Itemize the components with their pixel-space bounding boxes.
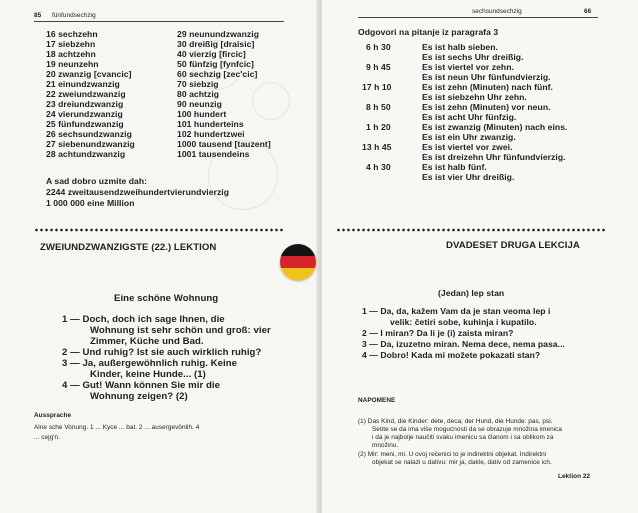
lesson-title: DVADESET DRUGA LEKCIJA: [446, 240, 580, 251]
number-line: 18 achtzehn: [46, 49, 96, 59]
answer-time: 9 h 45: [366, 62, 391, 72]
number-line: 102 hundertzwei: [177, 129, 245, 139]
answer-line: Es ist zehn (Minuten) vor neun.: [422, 102, 551, 112]
faded-clock-decoration: [252, 82, 290, 120]
number-line: 80 achtzig: [177, 89, 220, 99]
number-line: 20 zwanzig [cvancic]: [46, 69, 132, 79]
answer-line: Es ist halb sieben.: [422, 42, 498, 52]
answer-time: 13 h 45: [362, 142, 392, 152]
number-example: 2244 zweitausendzweihundertvierundvierzig: [46, 187, 230, 197]
number-line: 25 fünfundzwanzig: [46, 119, 124, 129]
number-line: 60 sechzig [zec'cic]: [177, 69, 258, 79]
dialog-line: 2 — I miran? Da li je (i) zaista miran?: [362, 328, 514, 338]
number-line: 70 siebzig: [177, 79, 219, 89]
page-footer: Lektion 22: [558, 473, 591, 480]
answer-line: Es ist zehn (Minuten) nach fünf.: [422, 82, 553, 92]
answer-line: Es ist vier Uhr dreißig.: [422, 172, 515, 182]
right-header-rule: [358, 17, 598, 18]
answer-time: 17 h 10: [362, 82, 392, 92]
dialog-line: 3 — Ja, außergewöhnlich ruhig. Keine: [62, 358, 238, 369]
answer-line: Es ist sechs Uhr dreißig.: [422, 52, 524, 62]
dialog-line: Zimmer, Küche und Bad.: [90, 336, 204, 347]
pronunciation-line: ... cejg'n.: [34, 434, 60, 441]
number-line: 50 fünfzig [fynfcic]: [177, 59, 254, 69]
number-line: 29 neunundzwanzig: [177, 29, 260, 39]
number-line: 23 dreiundzwanzig: [46, 99, 124, 109]
dialog-line: 4 — Gut! Wann können Sie mir die: [62, 380, 220, 391]
number-line: 17 siebzehn: [46, 39, 96, 49]
lesson-title: ZWEIUNDZWANZIGSTE (22.) LEKTION: [40, 242, 217, 253]
answer-line: Es ist viertel vor zwei.: [422, 142, 513, 152]
number-line: 28 achtundzwanzig: [46, 149, 126, 159]
number-line: 27 siebenundzwanzig: [46, 139, 135, 149]
dialog-title: (Jedan) lep stan: [438, 288, 505, 298]
number-line: 19 neunzehn: [46, 59, 99, 69]
note-line: množinu.: [372, 442, 399, 449]
right-page-number: 66: [584, 8, 592, 15]
german-flag-icon: [280, 244, 316, 280]
pronunciation-line: Alne sche Vonung. 1 ... Kyce ... bat. 2 ... ausergevönlih. 4: [34, 424, 200, 431]
number-line: 30 dreißig [draisic]: [177, 39, 255, 49]
dotted-separator: [336, 228, 606, 232]
dialog-line: 3 — Da, izuzetno miran. Nema dece, nema pasa...: [362, 339, 565, 349]
note-line: (1) Das Kind, die Kinder: dete, deca; der Hund, die Hunde: pas, psi.: [358, 418, 553, 425]
dialog-line: Wohnung ist sehr schön und groß: vier: [90, 325, 271, 336]
dialog-line: velik: četiri sobe, kuhinja i kupatilo.: [390, 317, 537, 327]
breath-note: A sad dobro uzmite dah:: [46, 176, 148, 186]
number-line: 101 hunderteins: [177, 119, 244, 129]
number-line: 22 zweiundzwanzig: [46, 89, 126, 99]
dialog-line: Kinder, keine Hunde... (1): [90, 369, 206, 380]
answer-line: Es ist siebzehn Uhr zehn.: [422, 92, 527, 102]
number-line: 26 sechsundzwanzig: [46, 129, 132, 139]
number-line: 21 einundzwanzig: [46, 79, 120, 89]
right-page-running-title: sechsundsechzig: [472, 8, 522, 15]
dialog-title: Eine schöne Wohnung: [114, 293, 219, 304]
number-line: 16 sechzehn: [46, 29, 98, 39]
notes-label: NAPOMENE: [358, 397, 396, 404]
left-page: [0, 0, 318, 513]
dialog-line: 1 — Da, da, kažem Vam da je stan veoma lep i: [362, 306, 551, 316]
answer-line: Es ist acht Uhr fünfzig.: [422, 112, 517, 122]
dotted-separator: [34, 228, 284, 232]
dialog-line: 4 — Dobro! Kada mi možete pokazati stan?: [362, 350, 541, 360]
number-line: 24 vierundzwanzig: [46, 109, 123, 119]
answer-line: Es ist dreizehn Uhr fünfundvierzig.: [422, 152, 566, 162]
dialog-line: 1 — Doch, doch ich sage Ihnen, die: [62, 314, 225, 325]
dialog-line: 2 — Und ruhig? Ist sie auch wirklich ruhig?: [62, 347, 262, 358]
dialog-line: Wohnung zeigen? (2): [90, 391, 188, 402]
answer-line: Es ist zwanzig (Minuten) nach eins.: [422, 122, 568, 132]
answer-time: 1 h 20: [366, 122, 391, 132]
left-page-running-title: fünfundsechzig: [52, 12, 96, 19]
answer-line: Es ist viertel vor zehn.: [422, 62, 514, 72]
number-line: 100 hundert: [177, 109, 227, 119]
answer-time: 8 h 50: [366, 102, 391, 112]
left-page-number: 85: [34, 12, 42, 19]
number-example: 1 000 000 eine Million: [46, 198, 135, 208]
answer-line: Es ist ein Uhr zwanzig.: [422, 132, 516, 142]
answer-time: 4 h 30: [366, 162, 391, 172]
note-line: Setite se da ima više mogućnosti da se obrazuje množina imenica: [372, 426, 562, 433]
number-line: 90 neunzig: [177, 99, 222, 109]
left-header-rule: [34, 21, 284, 22]
pronunciation-label: Aussprache: [34, 412, 72, 419]
answer-time: 6 h 30: [366, 42, 391, 52]
right-page: [322, 0, 638, 513]
answer-line: Es ist halb fünf.: [422, 162, 487, 172]
answer-line: Es ist neun Uhr fünfundvierzig.: [422, 72, 551, 82]
answers-title: Odgovori na pitanje iz paragrafa 3: [358, 27, 499, 37]
number-line: 1000 tausend [tauzent]: [177, 139, 271, 149]
number-line: 40 vierzig [fircic]: [177, 49, 246, 59]
number-line: 1001 tausendeins: [177, 149, 250, 159]
note-line: i da je najbolje naučiti svaku imenicu sa članom i sa oblikom za: [372, 434, 554, 441]
note-line: (2) Mir: meni, mi. U ovoj rečenici to je indirektni objekat. Indirektni: [358, 451, 547, 458]
note-line: objekat se nalazi u dativu: mir ja, dakle, dativ od zamenice ich.: [372, 459, 552, 466]
